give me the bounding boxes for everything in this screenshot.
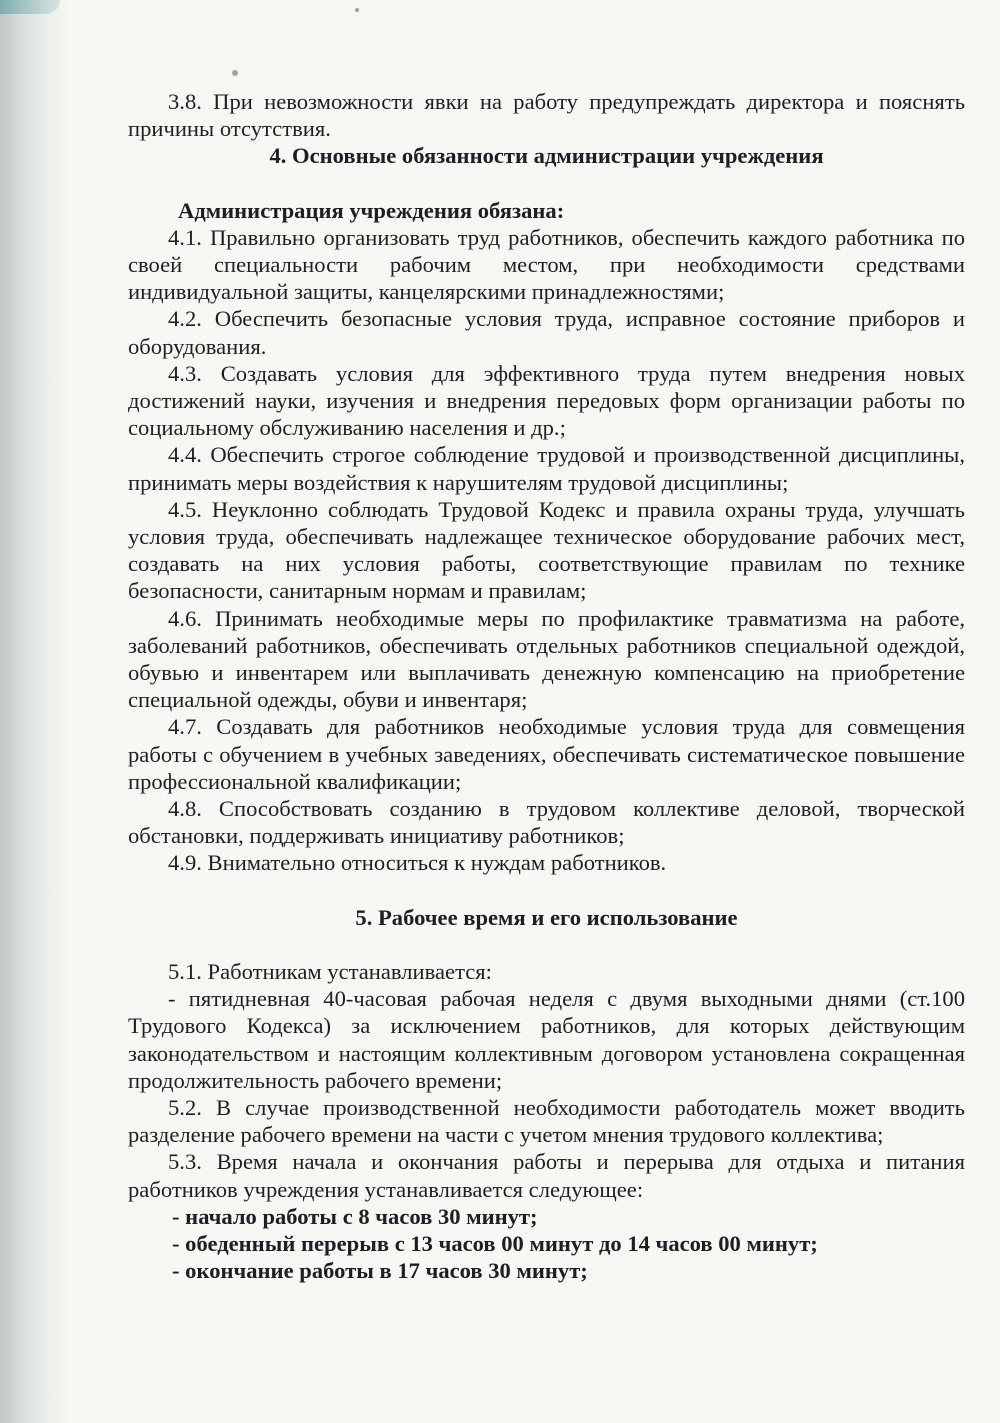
paragraph-5-2: 5.2. В случае производственной необходимости работодатель может вводить разделение рабочего времени на части с учетом мнения трудового коллектива; — [128, 1094, 965, 1148]
paragraph-4-3: 4.3. Создавать условия для эффективного труда путем внедрения новых достижений науки, изучения и внедрения передовых форм организации работы по социальному обслуживанию населения и др.; — [128, 360, 965, 441]
paragraph-4-7: 4.7. Создавать для работников необходимые условия труда для совмещения работы с обучением в учебных заведениях, обеспечивать систематическое повышение профессиональной квалификации; — [128, 714, 965, 794]
document-page — [128, 88, 965, 1284]
paragraph-4-8: 4.8. Способствовать созданию в трудовом коллективе деловой, творческой обстановки, поддерживать инициативу работников; — [128, 796, 965, 849]
scan-corner-mark — [0, 0, 60, 14]
scan-speck — [232, 70, 238, 76]
spacer — [128, 877, 965, 904]
paragraph-4-2: 4.2. Обеспечить безопасные условия труда, исправное состояние приборов и оборудования. — [128, 306, 965, 359]
paragraph-3-8: 3.8. При невозможности явки на работу предупреждать директора и пояснять причины отсутствия. — [128, 89, 965, 142]
paragraph-5-1-item: - пятидневная 40-часовая рабочая неделя с двумя выходными днями (ст.100 Трудового Кодекса) за исключением работников, для которых действующим законодательством и настоящим коллективным договором установлена сокращенная продолжительность рабочего времени; — [128, 986, 965, 1093]
section-5-heading: 5. Рабочее время и его использование — [355, 904, 738, 930]
section-4-subheading: Администрация учреждения обязана: — [178, 197, 565, 223]
scan-speck — [355, 8, 359, 12]
paragraph-4-9: 4.9. Внимательно относиться к нуждам работников. — [168, 850, 667, 876]
spacer — [128, 931, 965, 958]
paragraph-4-4: 4.4. Обеспечить строгое соблюдение трудовой и производственной дисциплины, принимать меры воздействия к нарушителям трудовой дисциплины; — [128, 442, 965, 495]
schedule-lunch: - обеденный перерыв с 13 часов 00 минут до 14 часов 00 минут; — [172, 1230, 818, 1256]
paragraph-4-1: 4.1. Правильно организовать труд работников, обеспечить каждого работника по своей специальности рабочим местом, при необходимости средствами индивидуальной защиты, канцелярскими принадлежностями; — [128, 224, 965, 305]
section-4-heading: 4. Основные обязанности администрации учреждения — [269, 143, 824, 169]
scan-binding-edge — [0, 0, 70, 1423]
schedule-start: - начало работы с 8 часов 30 минут; — [172, 1203, 538, 1229]
spacer — [128, 170, 965, 197]
paragraph-4-5: 4.5. Неуклонно соблюдать Трудовой Кодекс и правила охраны труда, улучшать условия труда, обеспечивать надлежащее техническое оборудование рабочих мест, создавать на них условия работы, соответствующие правилам по технике безопасности, санитарным нормам и правилам; — [128, 496, 965, 604]
paragraph-4-6: 4.6. Принимать необходимые меры по профилактике травматизма на работе, заболеваний работников, обеспечивать отдельных работников специальной одеждой, обувью и инвентарем или выплачивать денежную компенсацию на приобретение специальной одежды, обуви и инвентаря; — [128, 605, 965, 713]
paragraph-5-3: 5.3. Время начала и окончания работы и перерыва для отдыха и питания работников учреждения устанавливается следующее: — [128, 1149, 965, 1202]
schedule-end: - окончание работы в 17 часов 30 минут; — [172, 1258, 588, 1284]
paragraph-5-1: 5.1. Работникам устанавливается: — [168, 958, 492, 984]
